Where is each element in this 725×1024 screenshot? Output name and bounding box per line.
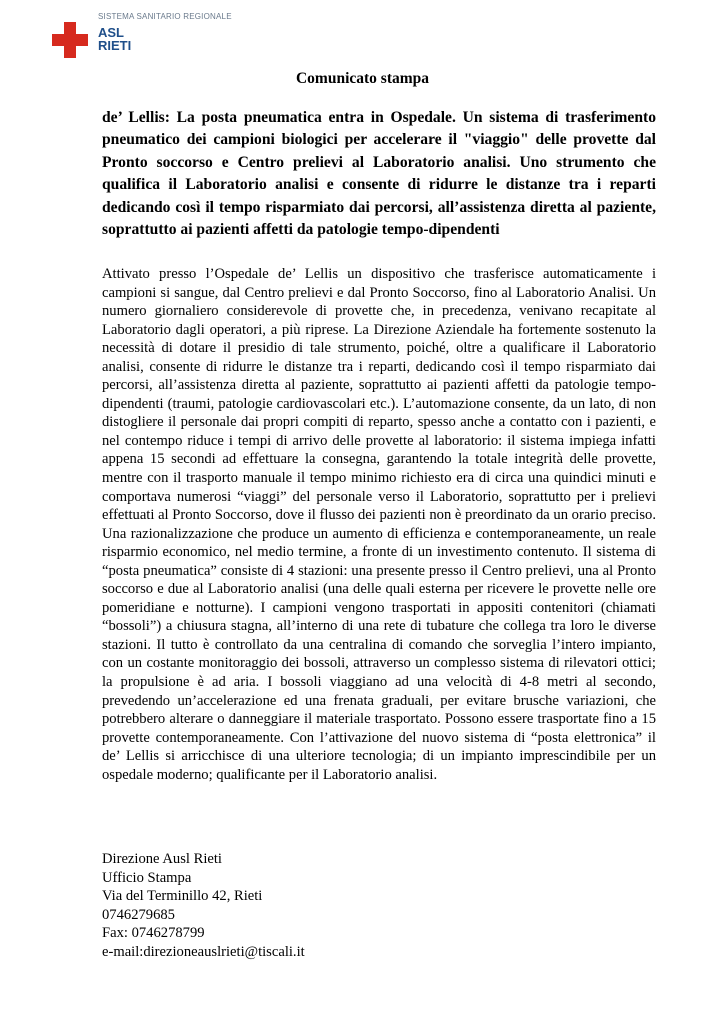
press-release-body: Attivato presso l’Ospedale de’ Lellis un dispositivo che trasferisce automaticamente i campioni si sangue, dal Centro prelievi e dal Pronto Soccorso, fino al Laboratorio Analisi. Un numero giornaliero considerevole di provette che, in precedenza, venivano recapitate al Laboratorio dagli operatori, a più riprese. La Direzione Aziendale ha fortemente sostenuto la necessità di dotare il presidio di tale strumento, poiché, oltre a qualificare il Laboratorio analisi, consente di ridurre le distanze tra i reparti, dedicando così il tempo risparmiato dai percorsi, all’assistenza diretta al paziente, soprattutto ai pazienti affetti da patologie tempo-dipendenti (traumi, patologie cardiovascolari etc.). L’automazione consente, da un lato, di non distogliere il personale dai propri compiti di reparto, spesso anche a contatto con i pazienti, e nel contempo riduce i tempi di arrivo delle provette al laboratorio: il sistema impiega infatti appena 15 secondi ad effettuare la consegna, garantendo la totale integrità delle provette, mentre con il trasporto manuale il tempo minimo richiesto era di circa una quindici minuti e comportava numerosi “viaggi” del personale verso il Laboratorio, soprattutto per i prelievi effettuati al Pronto Soccorso, dove il flusso dei pazienti non è preordinato da un orario preciso. Una razionalizzazione che produce un aumento di efficienza e contemporaneamente, un reale risparmio economico, nel medio termine, a fronte di un investimento contenuto. Il sistema di “posta pneumatica” consiste di 4 stazioni: una presente presso il Centro prelievi, una al Pronto soccorso e due al Laboratorio analisi (una delle quali esterna per ricevere le provette nelle ore pomeridiane e notturne). I campioni vengono trasportati in appositi contenitori (chiamati “bossoli”) a chiusura stagna, all’interno di una rete di tubature che collega tra loro le diverse stazioni. Il tutto è controllato da una centralina di comando che sorveglia l’intero impianto, con un costante monitoraggio dei bossoli, attraverso un complesso sistema di rilevatori ottici; la propulsione è ad aria. I bossoli viaggiano ad una velocità di 4-8 metri al secondo, prevedendo un’accelerazione ed una frenata graduali, per evitare brusche variazioni, che potrebbero alterare o danneggiare il materiale trasportato. Possono essere trasportate fino a 15 provette contemporaneamente. Con l’attivazione del nuovo sistema di “posta elettronica” il de’ Lellis si arricchisce di una ulteriore tecnologia; di un impianto imprescindibile per un ospedale moderno; qualificante per il Laboratorio analisi. (102, 266, 656, 783)
logo-rieti-text: RIETI (98, 38, 132, 53)
contact-organization: Direzione Ausl Rieti (102, 851, 222, 867)
contact-email: e-mail:direzioneauslrieti@tiscali.it (102, 943, 305, 960)
asl-logo (52, 8, 252, 60)
contact-fax: Fax: 0746278799 (102, 925, 205, 942)
logo-system-label: SISTEMA SANITARIO REGIONALE (98, 12, 232, 21)
contact-phone: 0746279685 (102, 906, 175, 923)
press-release-headline: de’ Lellis: La posta pneumatica entra in Ospedale. Un sistema di trasferimento pneumatico dei campioni biologici per accelerare il "viaggio" delle provette dal Pronto soccorso e Centro prelievi al Laboratorio analisi. Uno strumento che qualifica il Laboratorio analisi e consente di ridurre le distanze tra i reparti dedicando così il tempo risparmiato dai percorsi, all’assistenza diretta al paziente, soprattutto ai pazienti affetti da patologie tempo-dipendenti (102, 109, 656, 239)
red-cross-icon (52, 22, 88, 58)
document-title: Comunicato stampa (295, 70, 430, 87)
contact-address: Via del Terminillo 42, Rieti (102, 888, 263, 905)
logo-asl-text: ASL (98, 25, 124, 40)
contact-block (102, 850, 305, 962)
contact-office: Ufficio Stampa (102, 869, 192, 886)
